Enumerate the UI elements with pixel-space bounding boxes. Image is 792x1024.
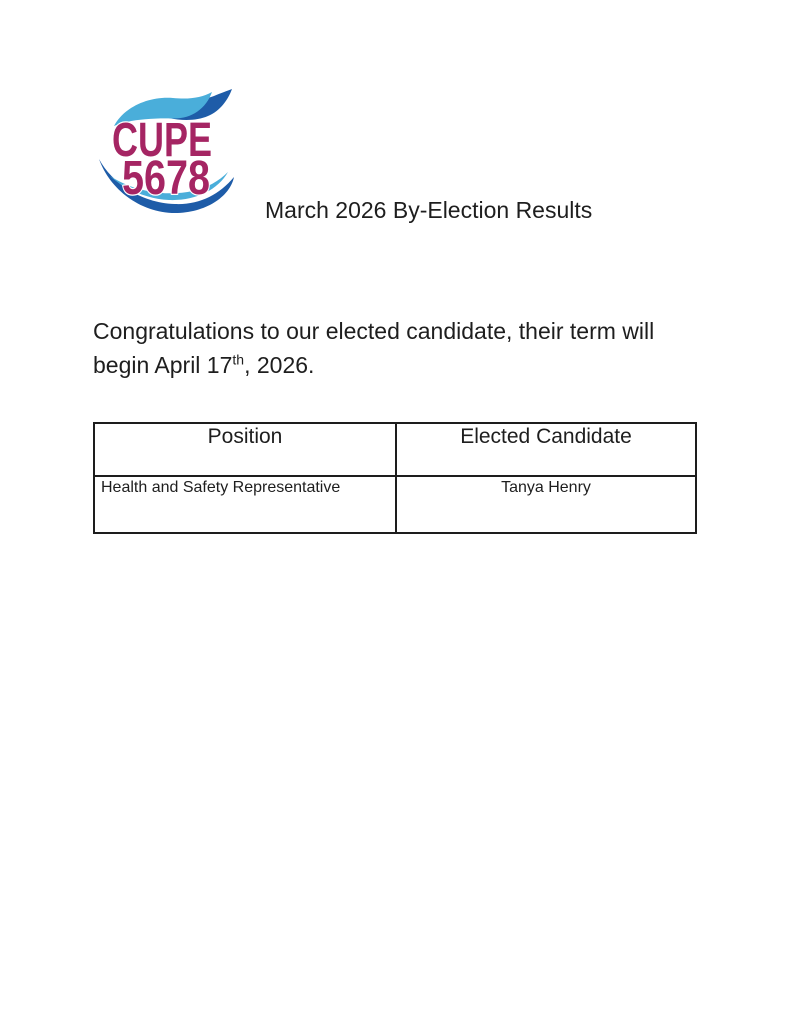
table-header-row [94,423,696,476]
page-title: March 2026 By-Election Results [265,197,593,223]
candidate-cell: Tanya Henry [396,476,696,533]
cupe-5678-logo [97,89,237,217]
logo-graphic [97,89,237,217]
position-cell: Health and Safety Representative [94,476,396,533]
intro-line-1: Congratulations to our elected candidate, their term will [93,318,655,344]
results-table [93,422,697,534]
position-column-header: Position [94,423,396,476]
intro-line-2 [93,348,713,382]
logo-number: 5678 [122,152,210,205]
intro-line-2-start: begin April 17 [93,352,233,378]
elected-candidate-column-header: Elected Candidate [396,423,696,476]
ordinal-superscript: th [232,351,245,368]
intro-line-2-end: , 2026. [244,352,315,378]
table-row [94,476,696,533]
logo-word: CUPE [112,114,212,167]
intro-paragraph [93,314,713,382]
